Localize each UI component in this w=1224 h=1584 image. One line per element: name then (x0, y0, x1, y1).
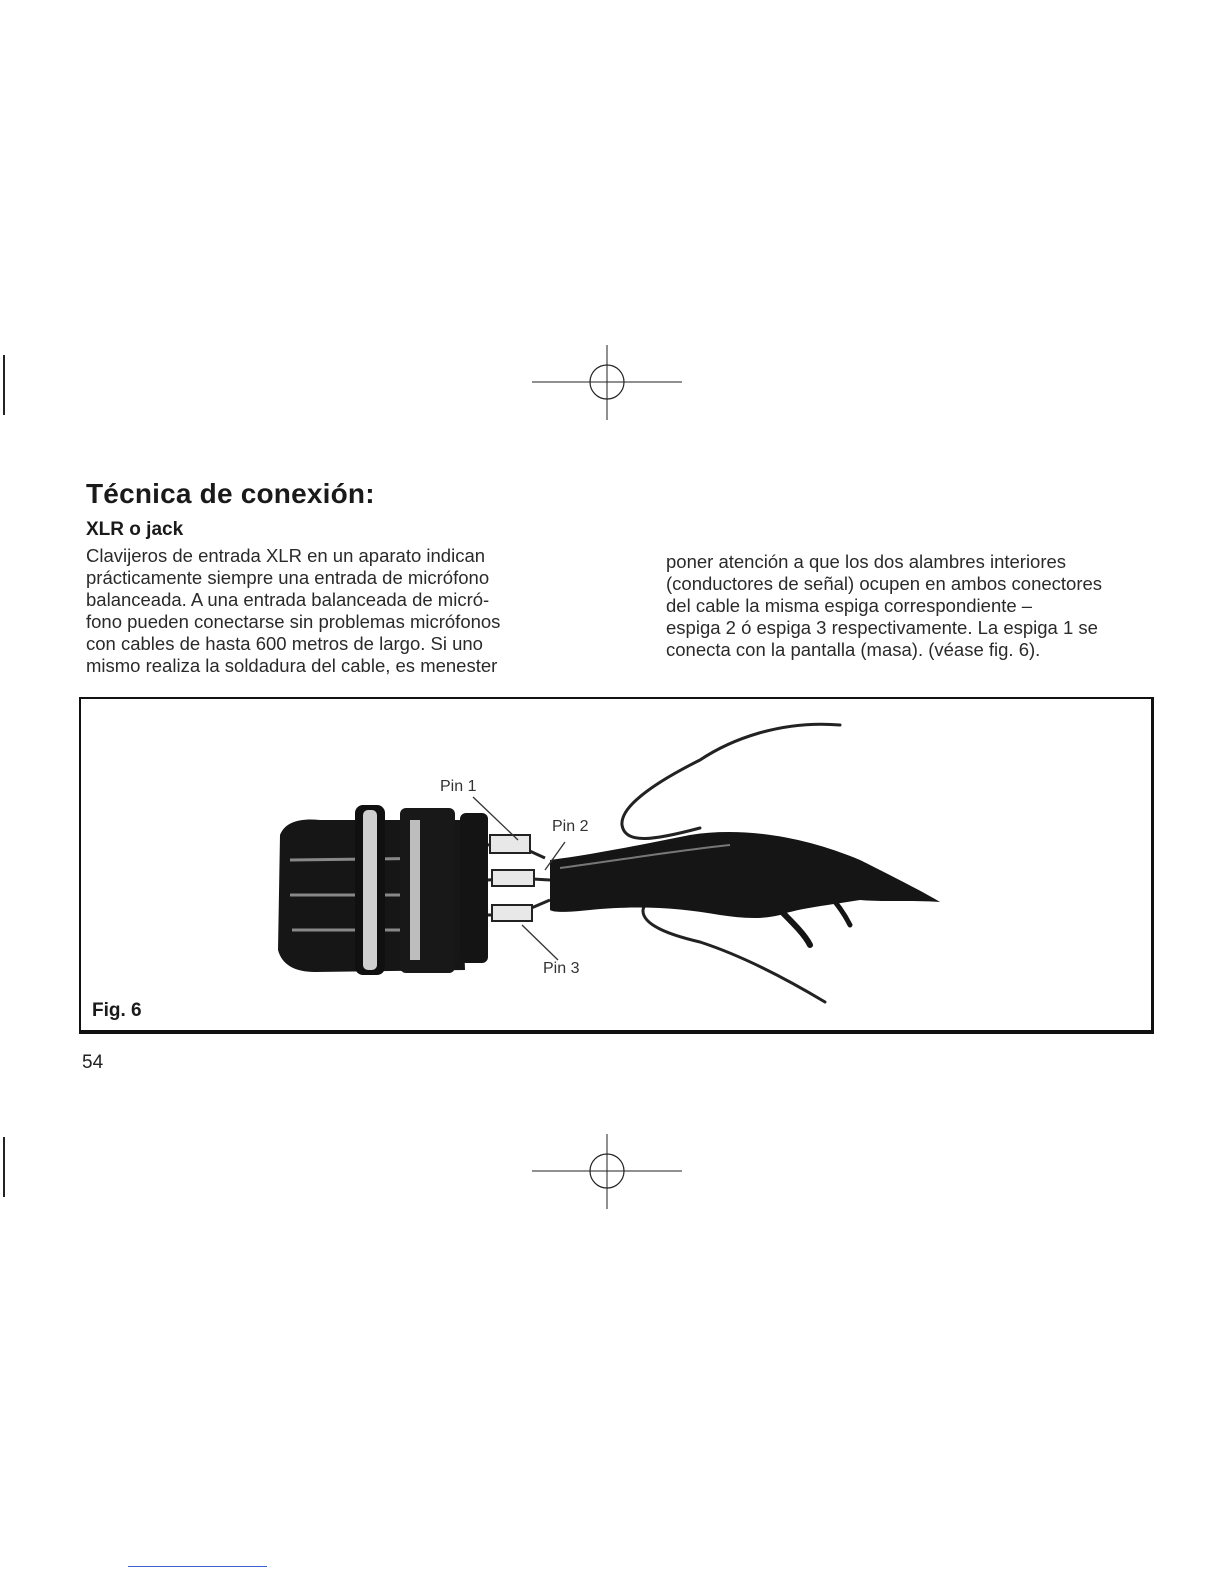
page-number: 54 (82, 1052, 104, 1073)
body-line: del cable la misma espiga correspondiente – (666, 595, 1033, 616)
body-line: fono pueden conectarse sin problemas micrófonos (86, 611, 501, 632)
body-line: prácticamente siempre una entrada de micrófono (86, 567, 490, 588)
crop-mark-left-bottom (3, 1137, 5, 1197)
bottom-rule (128, 1566, 267, 1567)
body-line: Clavijeros de entrada XLR en un aparato indican (86, 545, 486, 566)
body-line: poner atención a que los dos alambres interiores (666, 551, 1067, 572)
registration-mark-bottom (532, 1134, 682, 1209)
body-line: espiga 2 ó espiga 3 respectivamente. La espiga 1 se (666, 617, 1098, 638)
body-column-left (86, 545, 586, 677)
pin-3-label: Pin 3 (543, 960, 580, 977)
body-line: con cables de hasta 600 metros de largo. Si uno (86, 633, 483, 654)
body-line: (conductores de señal) ocupen en ambos conectores (666, 573, 1103, 594)
crop-mark-left-top (3, 355, 5, 415)
body-line: mismo realiza la soldadura del cable, es menester (86, 655, 498, 676)
pin-2-label: Pin 2 (552, 818, 589, 835)
body-line: conecta con la pantalla (masa). (véase fig. 6). (666, 639, 1041, 660)
body-line: balanceada. A una entrada balanceada de micró- (86, 589, 490, 610)
pin-1-label: Pin 1 (440, 778, 477, 795)
figure-caption: Fig. 6 (92, 1000, 142, 1021)
xlr-connector-illustration (260, 710, 980, 1015)
body-column-right (666, 551, 1166, 661)
registration-mark-top (532, 345, 682, 420)
section-title: Técnica de conexión: (86, 478, 375, 509)
section-subtitle: XLR o jack (86, 519, 184, 540)
